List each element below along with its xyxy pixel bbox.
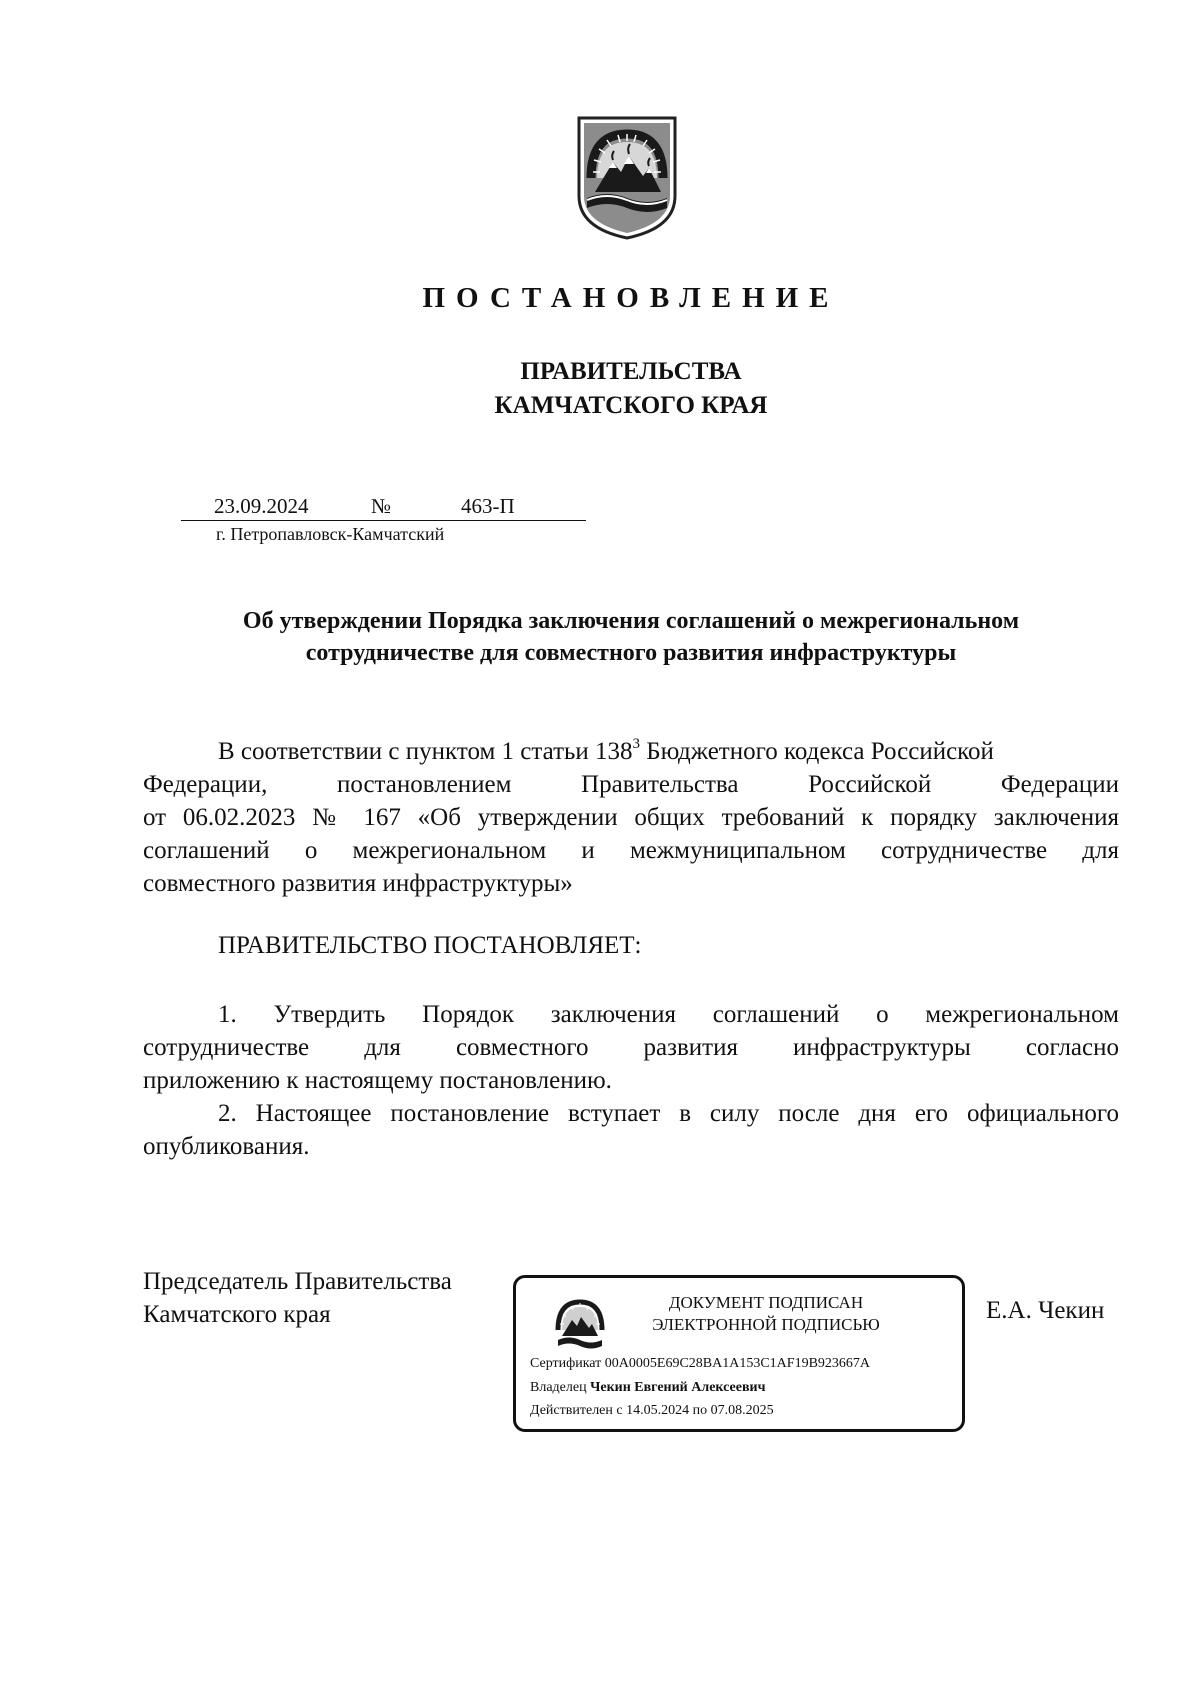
preamble-word: Федерации [1000,771,1119,798]
stamp-owner-row [530,1380,765,1396]
subject-line-2: сотрудничестве для совместного развития инфраструктуры [305,640,957,666]
resolution-items [143,998,1119,1163]
certificate-label: Сертификат [530,1356,602,1371]
article-superscript: 3 [632,735,641,752]
valid-to-label: по [692,1403,708,1418]
preamble-line-3: от 06.02.2023 № 167 «Об утверждении общих требований к порядку заключения [143,804,1119,831]
valid-to: 07.08.2025 [710,1403,774,1418]
item-2-line-1: 2. Настоящее постановление вступает в силу после дня его официального [218,1100,1119,1127]
authority-line-1: ПРАВИТЕЛЬСТВА [520,358,742,385]
signer-position-line-1: Председатель Правительства [143,1268,452,1295]
owner-label: Владелец [530,1380,587,1395]
kamchatka-coat-of-arms-icon [573,112,681,240]
authority-line-2: КАМЧАТСКОГО КРАЯ [494,392,768,419]
item-1-line-3: приложению к настоящему постановлению. [143,1067,612,1094]
preamble-word: Правительства [581,771,739,798]
document-type-title: ПОСТАНОВЛЕНИЕ [422,282,840,314]
signer-name: Е.А. Чекин [986,1297,1105,1324]
valid-from: 14.05.2024 [626,1403,690,1418]
item-1-line-2 [143,1031,1119,1064]
item-1-word: для [364,1034,401,1061]
preamble-line-4: соглашений о межрегиональном и межмуниципальном сотрудничестве для [143,837,1119,864]
stamp-validity-row [530,1403,774,1419]
stamp-certificate-row [530,1356,870,1372]
electronic-signature-stamp [513,1275,965,1432]
signer-position [143,1265,452,1331]
number-sign: № [371,494,392,518]
document-date: 23.09.2024 [214,494,309,518]
preamble-line-1-part-b: Бюджетного кодекса Российской [640,738,994,765]
preamble-line-2 [143,768,1119,801]
item-1-word: согласно [1025,1034,1119,1061]
preamble-word: Российской [808,771,932,798]
validity-label: Действителен с [530,1403,623,1418]
preamble-word: постановлением [336,771,512,798]
preamble-line-1-part-a: В соответствии с пунктом 1 статьи 138 [218,738,633,765]
item-1-word: развития [643,1034,738,1061]
item-2-line-2: опубликования. [143,1133,310,1160]
preamble-line-1-text [218,735,994,768]
document-subject [0,605,1200,669]
document-number: 463-П [461,494,515,518]
preamble-line-5: совместного развития инфраструктуры» [143,870,573,897]
issuing-authority [0,355,1200,423]
stamp-title [616,1292,916,1336]
issue-city: г. Петропавловск-Камчатский [216,524,445,544]
signer-position-line-2: Камчатского края [143,1301,331,1328]
stamp-title-line-2: ЭЛЕКТРОННОЙ ПОДПИСЬЮ [652,1315,880,1334]
preamble-line-1 [143,735,1119,768]
subject-line-1: Об утверждении Порядка заключения соглашений о межрегиональном [242,608,1020,634]
kamchatka-emblem-icon [554,1296,606,1352]
item-1-word: совместного [455,1034,589,1061]
decree-statement: ПРАВИТЕЛЬСТВО ПОСТАНОВЛЯЕТ: [218,932,642,959]
owner-value: Чекин Евгений Алексеевич [590,1380,766,1395]
registration-line [181,494,586,521]
preamble-word: Федерации, [143,771,268,798]
certificate-value: 00A0005E69C28BA1A153C1AF19B923667A [604,1356,871,1371]
item-1-word: инфраструктуры [793,1034,971,1061]
item-1-word: сотрудничестве [143,1034,310,1061]
stamp-title-line-1: ДОКУМЕНТ ПОДПИСАН [668,1293,864,1312]
item-1-line-1: 1. Утвердить Порядок заключения соглашений о межрегиональном [218,1001,1119,1028]
preamble-paragraph [143,735,1119,900]
